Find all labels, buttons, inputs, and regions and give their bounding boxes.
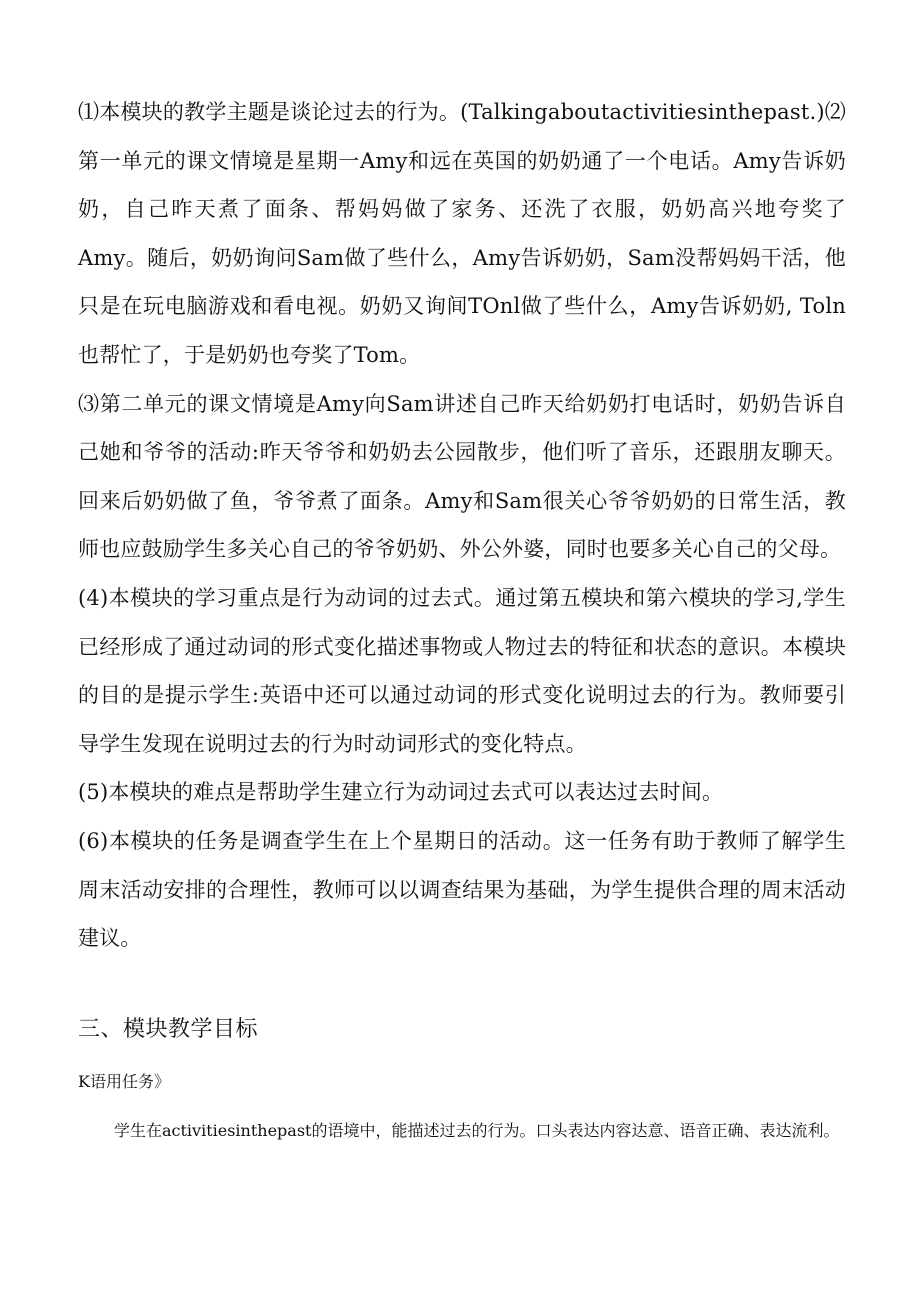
- paragraph-learning-focus: (4)本模块的学习重点是行为动词的过去式。通过第五模块和第六模块的学习,学生已经形成了通过动词的形式变化描述事物或人物过去的特征和状态的意识。本模块的目的是提示学生:英语中还可以通过动词的形式变化说明过去的行为。教师要引导学生发现在说明过去的行为时动词形式的变化特点。: [78, 585, 846, 756]
- section-heading: 三、模块教学目标: [78, 1017, 259, 1042]
- paragraph-task: (6)本模块的任务是调查学生在上个星期日的活动。这一任务有助于教师了解学生周末活动安排的合理性，教师可以以调查结果为基础，为学生提供合理的周末活动建议。: [78, 828, 846, 951]
- paragraph-module-theme: ⑴本模块的教学主题是谈论过去的行为。(Talkingaboutactivitiesinthepast.)⑵第一单元的课文情境是星期一Amy和远在英国的奶奶通了一个电话。Amy告诉奶奶，自己昨天煮了面条、帮妈妈做了家务、还洗了衣服，奶奶高兴地夸奖了Amy。随后，奶奶询问Sam做了些什么，Amy告诉奶奶，Sam没帮妈妈干活，他只是在玩电脑游戏和看电视。奶奶又询间TOnl做了些什么，Amy告诉奶奶, Toln也帮忙了，于是奶奶也夸奖了Tom。: [78, 100, 846, 367]
- main-body-text: [78, 88, 846, 963]
- paragraph-difficulty: (5)本模块的难点是帮助学生建立行为动词过去式可以表达过去时间。: [78, 780, 724, 805]
- sub-heading: K语用任务》: [78, 1072, 170, 1091]
- task-description: 学生在activitiesinthepast的语境中，能描述过去的行为。口头表达内容达意、语音正确、表达流利。: [114, 1121, 840, 1140]
- paragraph-unit-two: ⑶第二单元的课文情境是Amy向Sam讲述自己昨天给奶奶打电话时，奶奶告诉自己她和爷爷的活动:昨天爷爷和奶奶去公园散步，他们听了音乐，还跟朋友聊天。回来后奶奶做了鱼，爷爷煮了面条。Amy和Sam很关心爷爷奶奶的日常生活，教师也应鼓励学生多关心自己的爷爷奶奶、外公外婆，同时也要多关心自己的父母。: [78, 391, 846, 562]
